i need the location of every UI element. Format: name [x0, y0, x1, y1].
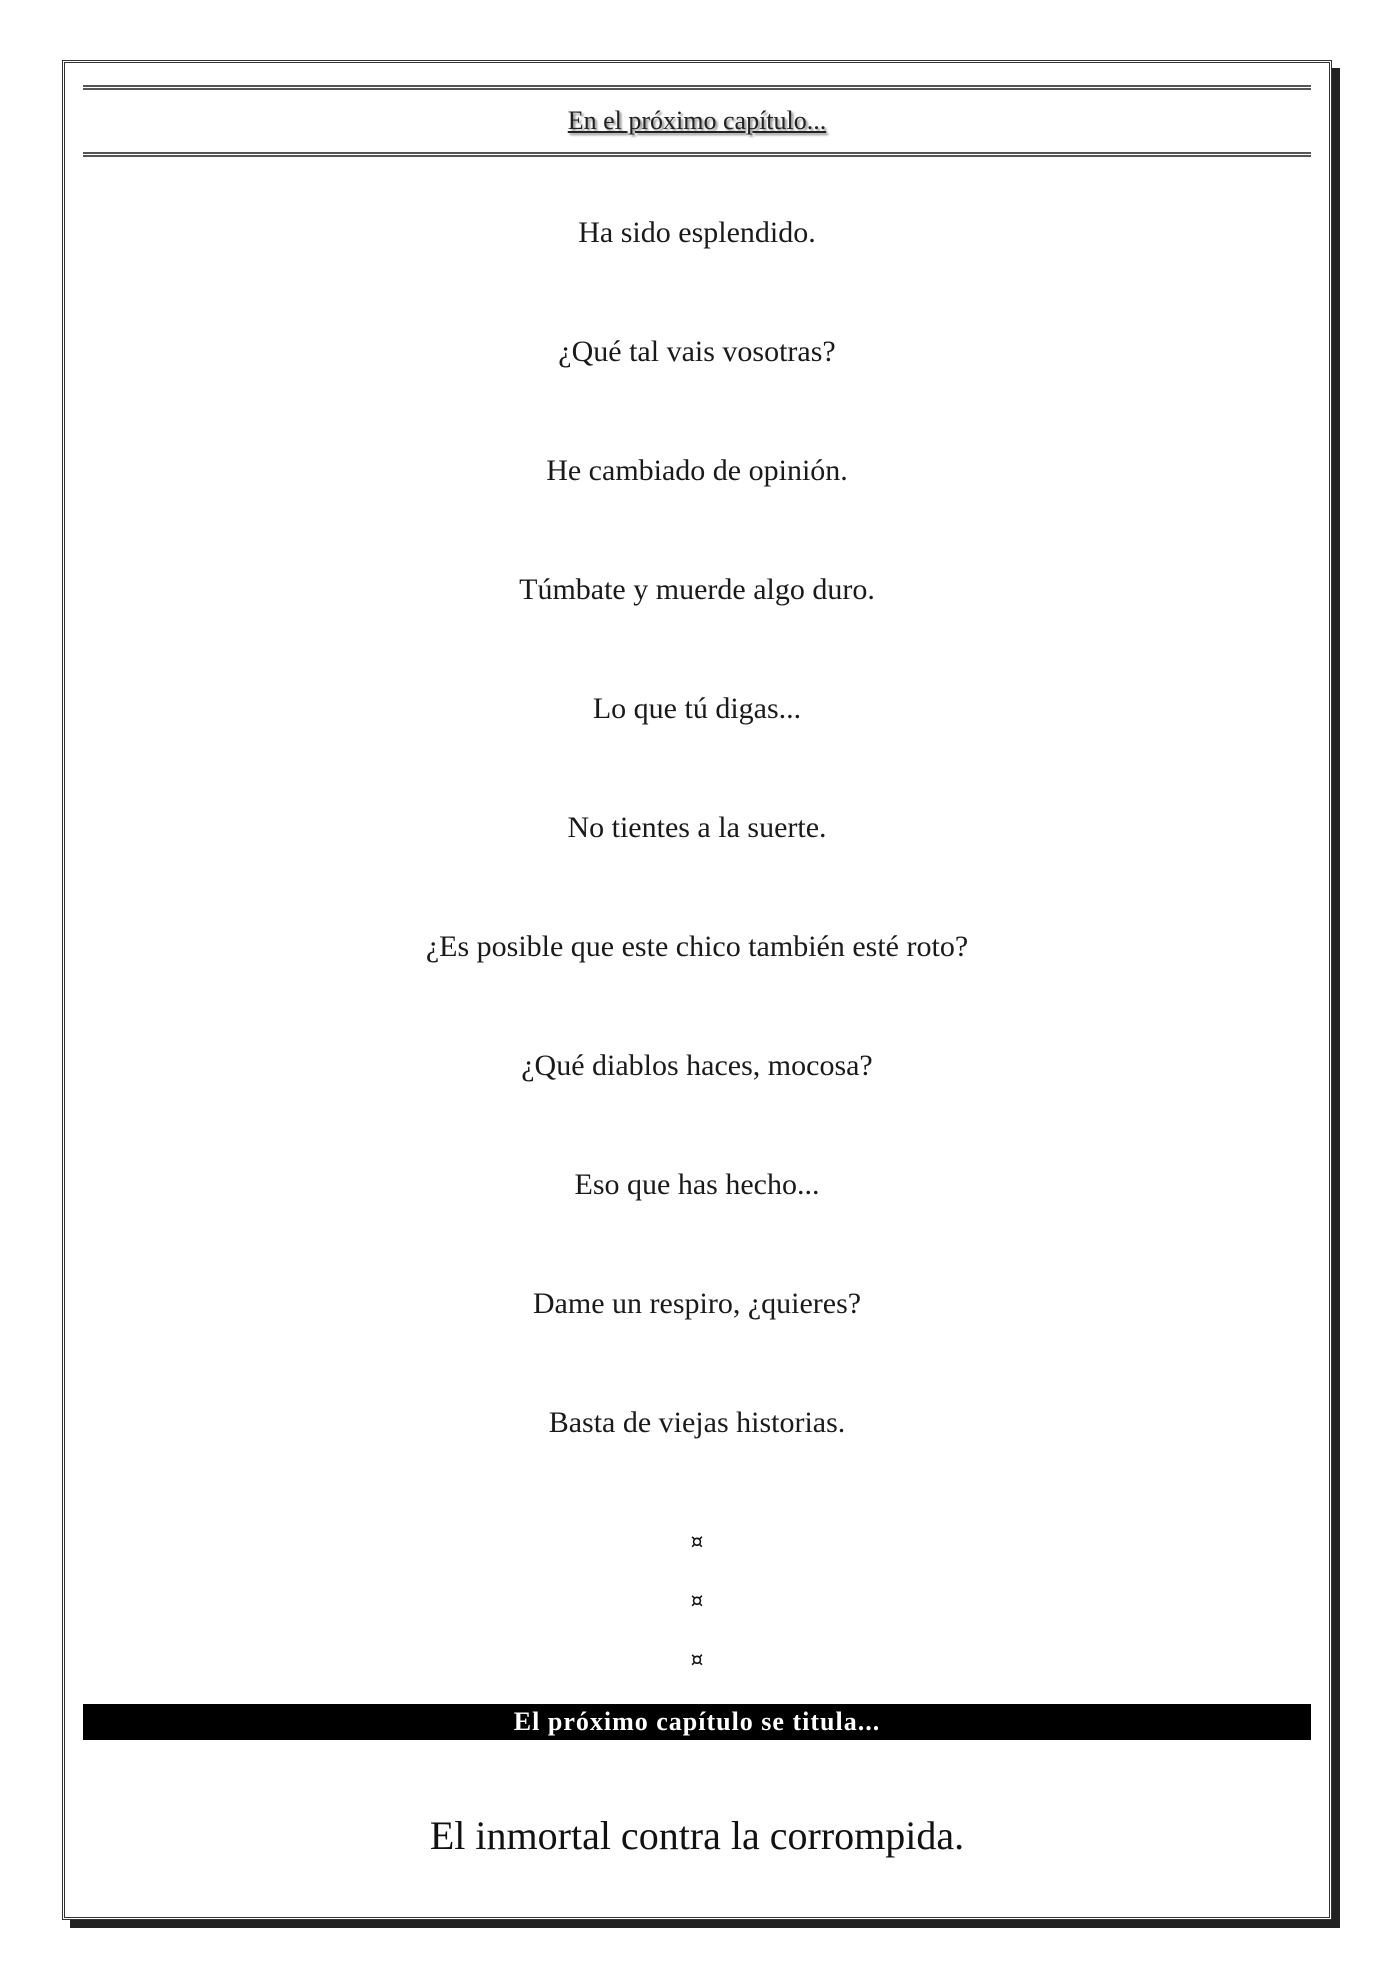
teaser-line: ¿Qué diablos haces, mocosa?: [521, 1049, 873, 1082]
teaser-line: Basta de viejas historias.: [548, 1406, 846, 1439]
page-frame: [62, 60, 1332, 1920]
teaser-line: He cambiado de opinión.: [546, 454, 848, 487]
currency-sign-icon: ¤: [690, 1529, 704, 1553]
teaser-line: Dame un respiro, ¿quieres?: [532, 1287, 862, 1320]
teaser-line: ¿Es posible que este chico también esté roto?: [425, 930, 969, 963]
chapter-header: [83, 85, 1311, 157]
separator-group: [65, 1529, 1329, 1706]
teaser-lines: [65, 213, 1329, 1522]
teaser-line: Eso que has hecho...: [574, 1168, 820, 1201]
next-chapter-bar: El próximo capítulo se titula...: [83, 1704, 1311, 1740]
teaser-line: Ha sido esplendido.: [578, 216, 816, 249]
teaser-line: No tientes a la suerte.: [567, 811, 827, 844]
next-chapter-title: El inmortal contra la corrompida.: [429, 1813, 965, 1858]
teaser-line: Túmbate y muerde algo duro.: [519, 573, 875, 606]
header-title: En el próximo capítulo...: [567, 106, 827, 135]
currency-sign-icon: ¤: [690, 1647, 704, 1671]
teaser-line: Lo que tú digas...: [592, 692, 802, 725]
teaser-line: ¿Qué tal vais vosotras?: [558, 335, 836, 368]
currency-sign-icon: ¤: [690, 1588, 704, 1612]
